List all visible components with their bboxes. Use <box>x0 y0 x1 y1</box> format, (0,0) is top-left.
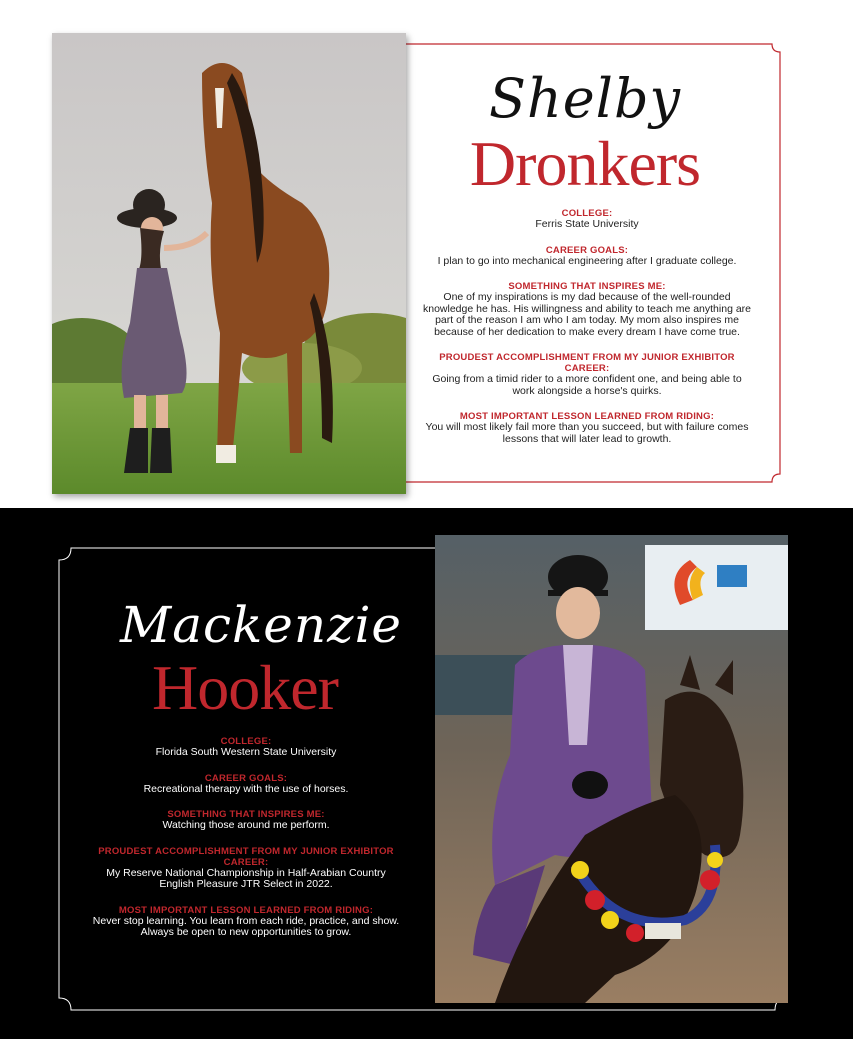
info-label: CAREER GOALS: <box>204 772 288 784</box>
info-text: You will most likely fail more than you succeed, but with failure comes lessons that will later lead to growth. <box>425 421 749 445</box>
info-text: Never stop learning. You learn from each ride, practice, and show. Always be open to new opportunities to grow. <box>92 914 400 938</box>
info-section-lesson <box>420 411 754 445</box>
first-name-script: Shelby <box>488 67 682 130</box>
info-text: One of my inspirations is my dad because of the well-rounded knowledge he has. His willingness and ability to teach me anything are part of the reason I am who I am today. My mom also inspires me because of her dedication to make every dream I have come true. <box>422 291 752 338</box>
info-text: Florida South Western State University <box>155 746 337 758</box>
info-label: COLLEGE: <box>220 736 272 747</box>
info-section-inspires <box>420 281 754 338</box>
info-text: Recreational therapy with the use of horses. <box>143 782 349 795</box>
info-section-college <box>88 736 404 759</box>
info-label: SOMETHING THAT INSPIRES ME: <box>508 281 666 292</box>
info-label: CAREER GOALS: <box>545 244 629 256</box>
info-label: SOMETHING THAT INSPIRES ME: <box>167 809 325 820</box>
profile-info-shelby <box>420 208 754 459</box>
last-name-heading: Hooker <box>152 652 338 723</box>
info-text: Watching those around me perform. <box>162 819 330 831</box>
first-name-script: Mackenzie <box>120 596 403 654</box>
profile-shelby-panel <box>0 0 853 508</box>
info-label: PROUDEST ACCOMPLISHMENT FROM MY JUNIOR EXHIBITOR CAREER: <box>98 845 394 868</box>
info-label: MOST IMPORTANT LESSON LEARNED FROM RIDING: <box>459 411 715 422</box>
info-section-career-goals <box>420 245 754 268</box>
profile-info-mackenzie <box>88 736 404 953</box>
photo-mackenzie-riding <box>435 535 788 1003</box>
info-label: COLLEGE: <box>561 208 613 219</box>
photo-shelby-with-horse <box>52 33 406 494</box>
info-section-inspires <box>88 809 404 832</box>
info-text: My Reserve National Championship in Half-Arabian Country English Pleasure JTR Select in 2022. <box>106 866 386 890</box>
info-section-accomplishment <box>420 352 754 397</box>
info-text: Going from a timid rider to a more confident one, and being able to work alongside a horse's quirks. <box>432 373 742 397</box>
last-name-heading: Dronkers <box>469 128 701 199</box>
info-label: PROUDEST ACCOMPLISHMENT FROM MY JUNIOR EXHIBITOR CAREER: <box>439 352 735 374</box>
info-text: Ferris State University <box>535 218 639 230</box>
info-label: MOST IMPORTANT LESSON LEARNED FROM RIDING: <box>118 904 374 916</box>
info-section-accomplishment <box>88 846 404 891</box>
info-section-college <box>420 208 754 231</box>
info-text: I plan to go into mechanical engineering after I graduate college. <box>437 254 737 267</box>
profile-mackenzie-panel <box>0 508 853 1039</box>
info-section-career-goals <box>88 773 404 796</box>
info-section-lesson <box>88 905 404 939</box>
